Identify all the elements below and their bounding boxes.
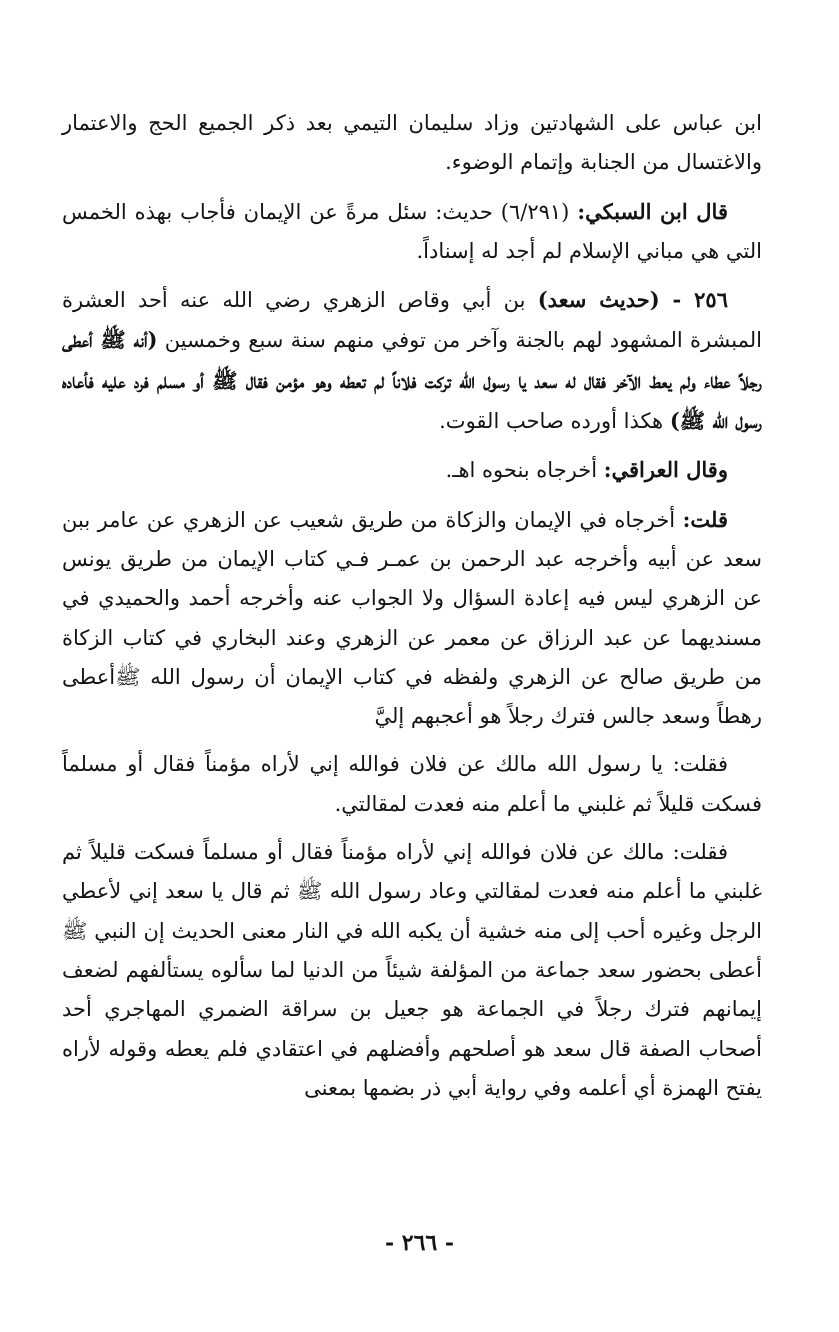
- paragraph-text: فقلت: مالك عن فلان فوالله إني لأراه مؤمناً فقال أو مسلماً فسكت قليلاً ثم غلبني ما أعلم منه فعدت لمقالتي وعاد رسول الله ﷺ ثم قال يا سعد إني لأعطي الرجل وغيره أحب إلى منه خشية أن يكبه الله في النار معنى الحديث إن النبي ﷺ أعطى بحضور سعد جماعة من المؤلفة شيئاً من الدنيا لما سألوه يستألفهم لضعف إيمانهم فترك رجلاً في الجماعة هو جعيل بن سراقة الضمري المهاجري أحد أصحاب الصفة قال سعد هو أصلحهم وأفضلهم في اعتقادي فلم يعطه وقوله لأراه يفتح الهمزة أي أعلمه وفي رواية أبي ذر بضمها بمعنى: [62, 840, 762, 1100]
- paragraph: [62, 500, 762, 737]
- paragraph: [62, 450, 762, 490]
- page-number: - ٢٦٦ -: [384, 1230, 455, 1256]
- paragraph-text: بن أبي وقاص الزهري رضي الله عنه أحد العشرة المبشرة المشهود لهم بالجنة وآخر من توفي منهم سنة سبع وخمسين: [62, 288, 762, 353]
- paragraph-text: هكذا أورده صاحب القوت.: [439, 409, 670, 434]
- speaker-label: قلت:: [682, 506, 728, 532]
- speaker-label: وقال العراقي:: [603, 457, 728, 483]
- page-body: [62, 104, 762, 1108]
- hadith-number: ٢٥٦ -: [659, 287, 728, 313]
- paragraph-text: أخرجاه بنحوه اهـ.: [445, 458, 604, 483]
- paragraph: [62, 192, 762, 272]
- speaker-label: قال ابن السبكي:: [577, 198, 728, 224]
- hadith-quote: (أنه ﷺ أعطى رجلاً عطاء ولم يعط الآخر فقال له سعد يا رسول الله تركت فلاناً لم تعطه وهو مؤمن فقال ﷺ أو مسلم فرد عليه فأعاده رسول الله ﷺ): [62, 327, 762, 434]
- paragraph: [62, 833, 762, 1108]
- paragraph-text: أخرجاه في الإيمان والزكاة من طريق شعيب عن الزهري عن عامر ببن سعد عن أبيه وأخرجه عبد الرحمن بن عمـر فـي كتاب الإيمان من طريق يونس عن الزهري ليس فيه إعادة السؤال ولا الجواب عنه وأخرجه أحمد والحميدي في مسنديهما عن عبد الرزاق عن معمر عن الزهري وعند البخاري في كتاب الزكاة من طريق صالح عن الزهري ولفظه في كتاب الإيمان أن رسول الله ﷺأعطى رهطاً وسعد جالس فترك رجلاً هو أعجبهم إليَّ: [62, 507, 762, 729]
- paragraph-text: (٦/٢٩١) حديث: سئل مرةً عن الإيمان فأجاب بهذه الخمس التي هي مباني الإسلام لم أجد له إسناداً.: [62, 199, 762, 263]
- hadith-title: (حديث سعد): [537, 287, 660, 313]
- hadith-entry: [62, 280, 762, 441]
- paragraph: [62, 745, 762, 824]
- paragraph-text: فقلت: يا رسول الله مالك عن فلان فوالله إني لأراه مؤمناً فقال أو مسلماً فسكت قليلاً ثم غلبني ما أعلم منه فعدت لمقالتي.: [62, 752, 762, 816]
- paragraph: [62, 104, 762, 183]
- paragraph-text: ابن عباس على الشهادتين وزاد سليمان التيمي بعد ذكر الجميع الحج والاعتمار والاغتسال من الجنابة وإتمام الوضوء.: [62, 111, 762, 175]
